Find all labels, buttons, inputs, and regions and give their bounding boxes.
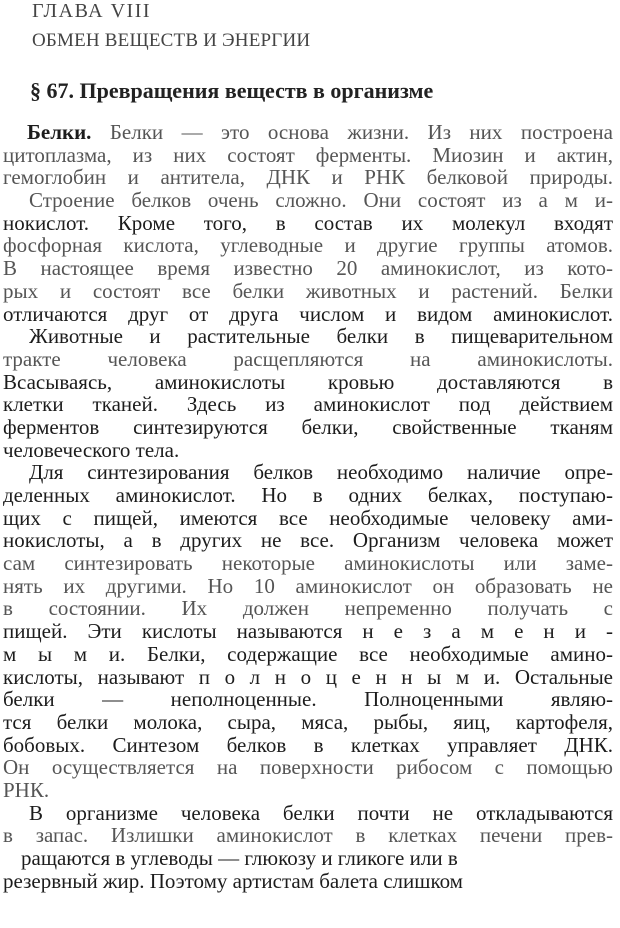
paragraph-line: щих с пищей, имеются все необходимые человеку ами- xyxy=(3,505,613,530)
paragraph-line: фосфорная кислота, углеводные и другие группы атомов. xyxy=(3,233,613,258)
paragraph-line: тракте человека расщепляются на аминокислоты. xyxy=(3,346,613,371)
paragraph-line: в состоянии. Их должен непременно получать с xyxy=(3,596,613,621)
paragraph-line: В настоящее время известно 20 аминокислот, из кото- xyxy=(3,256,613,281)
paragraph-line: кислоты, называют п о л н о ц е н н ы м и. Остальные xyxy=(3,664,613,689)
chapter-number: ГЛАВА VIII xyxy=(32,0,152,22)
paragraph-line: тся белки молока, сыра, мяса, рыбы, яиц, картофеля, xyxy=(3,709,613,734)
paragraph-line: пищей. Эти кислоты называются н е з а м е н и - xyxy=(3,619,613,644)
paragraph-line: нокислоты, а в других не все. Организм человека может xyxy=(3,528,613,553)
section-title: § 67. Превращения веществ в организме xyxy=(30,78,434,103)
paragraph-line: ращаются в углеводы — глюкозу и гликоге или в xyxy=(21,846,458,870)
paragraph-line: Для синтезирования белков необходимо наличие опре- xyxy=(29,460,613,485)
paragraph-line: нять их другими. Но 10 аминокислот он образовать не xyxy=(3,573,613,598)
paragraph-line: белки — неполноценные. Полноценными являю- xyxy=(3,687,613,712)
chapter-title: ОБМЕН ВЕЩЕСТВ И ЭНЕРГИИ xyxy=(32,30,311,51)
paragraph-line: деленных аминокислот. Но в одних белках, поступаю- xyxy=(3,483,613,507)
paragraph-line: Он осуществляется на поверхности рибосом с помощью xyxy=(3,755,613,780)
paragraph-line: клетки тканей. Здесь из аминокислот под действием xyxy=(3,392,613,417)
line-text: Белки — это основа жизни. Из них построена xyxy=(91,120,613,144)
paragraph-line: гемоглобин и антитела, ДНК и РНК белковой природы. xyxy=(3,165,613,190)
paragraph-line: нокислот. Кроме того, в состав их молекул входят xyxy=(3,210,613,235)
lead-word: Белки. xyxy=(27,120,92,144)
paragraph-line: отличаются друг от друга числом и видом аминокислот. xyxy=(3,301,613,326)
paragraph-line xyxy=(3,121,613,144)
paragraph-line: ферментов синтезируются белки, свойственные тканям xyxy=(3,414,613,439)
paragraph-line: РНК. xyxy=(3,777,50,802)
paragraph-line: резервный жир. Поэтому артистам балета слишком xyxy=(3,868,463,893)
paragraph-line: рых и состоят все белки животных и растений. Белки xyxy=(3,278,613,303)
paragraph-line: Животные и растительные белки в пищеварительном xyxy=(29,324,613,349)
paragraph-line: В организме человека белки почти не откладываются xyxy=(29,800,613,825)
paragraph-line: цитоплазма, из них состоят ферменты. Миозин и актин, xyxy=(3,142,613,167)
paragraph-line: человеческого тела. xyxy=(3,437,180,462)
body-text xyxy=(3,121,613,892)
paragraph-line: сам синтезировать некоторые аминокислоты или заме- xyxy=(3,551,613,576)
paragraph-line: бобовых. Синтезом белков в клетках управляет ДНК. xyxy=(3,732,613,757)
paragraph-line: м ы м и. Белки, содержащие все необходимые амино- xyxy=(3,641,613,666)
paragraph-line: Строение белков очень сложно. Они состоят из а м и- xyxy=(29,188,613,213)
paragraph-line: Всасываясь, аминокислоты кровью доставляются в xyxy=(3,369,613,394)
paragraph-line: в запас. Излишки аминокислот в клетках печени прев- xyxy=(3,823,613,848)
